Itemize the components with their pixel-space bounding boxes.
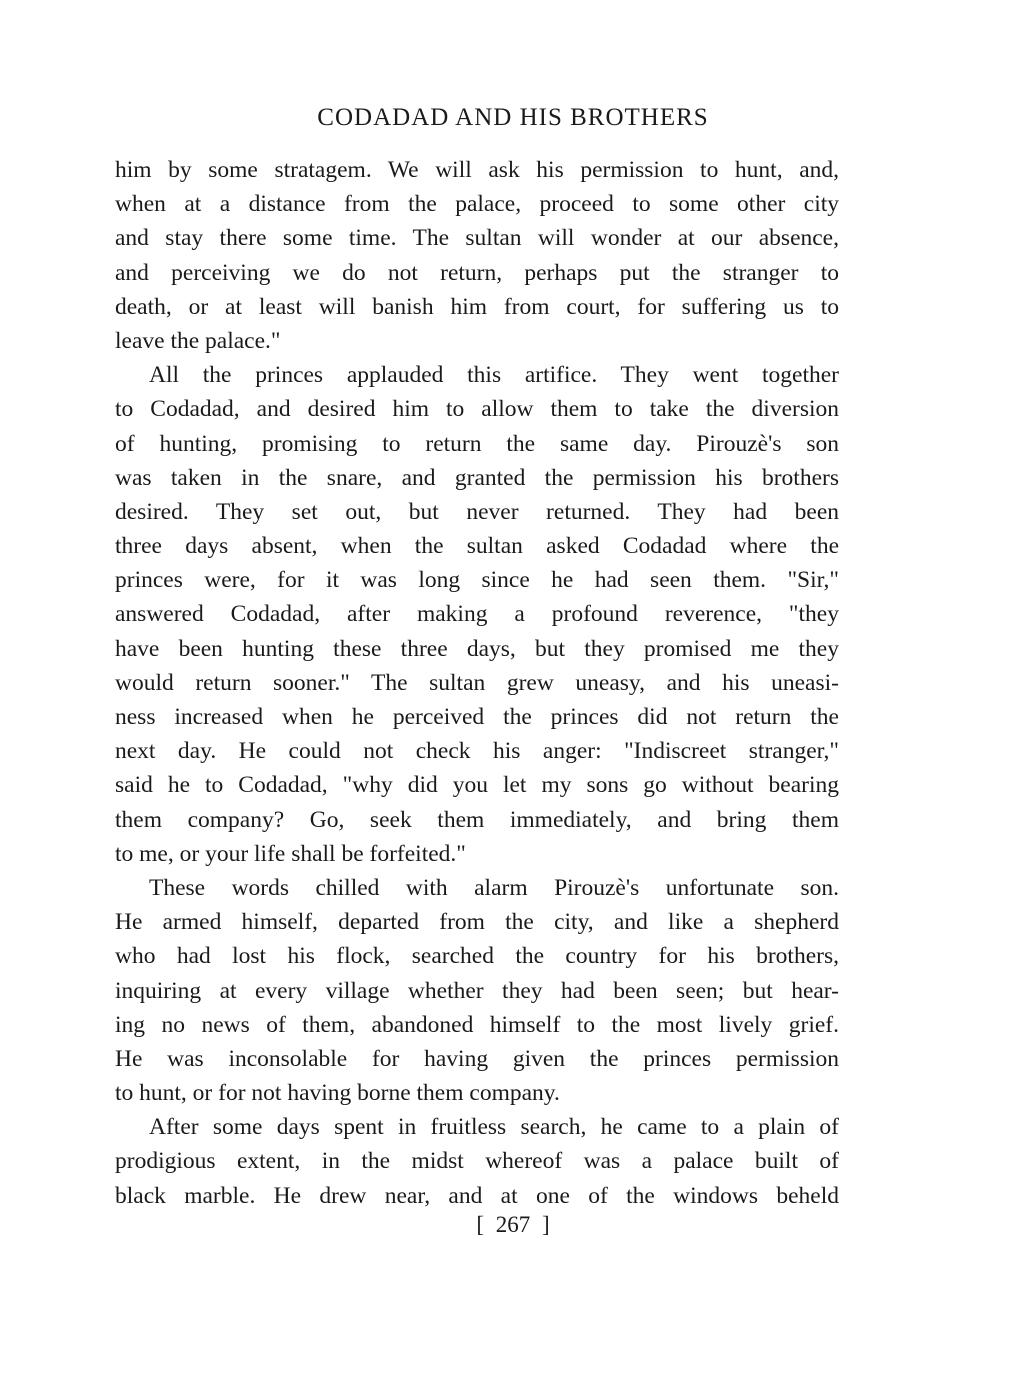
text-line: answered Codadad, after making a profound reverence, "they — [115, 601, 839, 628]
text-line: to Codadad, and desired him to allow them to take the diversion — [115, 396, 839, 423]
text-line: him by some stratagem. We will ask his permission to hunt, and, — [115, 157, 839, 183]
text-line: After some days spent in fruitless search, he came to a plain of — [149, 1114, 839, 1141]
text-line: to me, or your life shall be forfeited." — [115, 840, 466, 867]
paragraph — [115, 1110, 839, 1213]
text-line: and perceiving we do not return, perhaps put the stranger to — [115, 259, 839, 286]
text-line: of hunting, promising to return the same day. Pirouzè's son — [115, 430, 839, 457]
text-line: said he to Codadad, "why did you let my sons go without bearing — [115, 772, 839, 799]
text-line: who had lost his flock, searched the country for his brothers, — [115, 943, 839, 970]
text-line: leave the palace." — [115, 327, 281, 354]
text-line: have been hunting these three days, but they promised me they — [115, 635, 839, 662]
text-line: death, or at least will banish him from court, for suffering us to — [115, 293, 839, 320]
text-line: He armed himself, departed from the city, and like a shepherd — [115, 909, 839, 936]
body-text — [115, 153, 839, 1213]
text-line: would return sooner." The sultan grew uneasy, and his uneasi- — [115, 669, 839, 696]
text-line: inquiring at every village whether they had been seen; but hear- — [115, 977, 839, 1004]
text-line: He was inconsolable for having given the princes permission — [115, 1045, 839, 1072]
text-line: These words chilled with alarm Pirouzè's unfortunate son. — [149, 874, 839, 901]
text-line: All the princes applauded this artifice. They went together — [149, 362, 839, 389]
paragraph — [115, 358, 839, 871]
running-header: CODADAD AND HIS BROTHERS — [317, 104, 709, 131]
paragraph — [115, 153, 839, 358]
text-line: when at a distance from the palace, proceed to some other city — [115, 191, 839, 218]
text-line: was taken in the snare, and granted the permission his brothers — [115, 464, 839, 491]
text-line: desired. They set out, but never returned. They had been — [115, 498, 839, 525]
text-line: next day. He could not check his anger: "Indiscreet stranger," — [115, 738, 839, 765]
paragraph — [115, 871, 839, 1110]
text-line: ness increased when he perceived the princes did not return the — [115, 704, 839, 730]
text-line: them company? Go, seek them immediately, and bring them — [115, 806, 839, 833]
text-line: and stay there some time. The sultan will wonder at our absence, — [115, 225, 839, 252]
text-line: ing no news of them, abandoned himself to the most lively grief. — [115, 1011, 839, 1038]
text-line: prodigious extent, in the midst whereof was a palace built of — [115, 1148, 839, 1175]
text-line: princes were, for it was long since he had seen them. "Sir," — [115, 567, 839, 594]
text-line: black marble. He drew near, and at one of the windows beheld — [115, 1182, 839, 1209]
page-number: [ 267 ] — [476, 1212, 550, 1237]
text-line: three days absent, when the sultan asked Codadad where the — [115, 533, 839, 560]
text-line: to hunt, or for not having borne them company. — [115, 1080, 560, 1107]
